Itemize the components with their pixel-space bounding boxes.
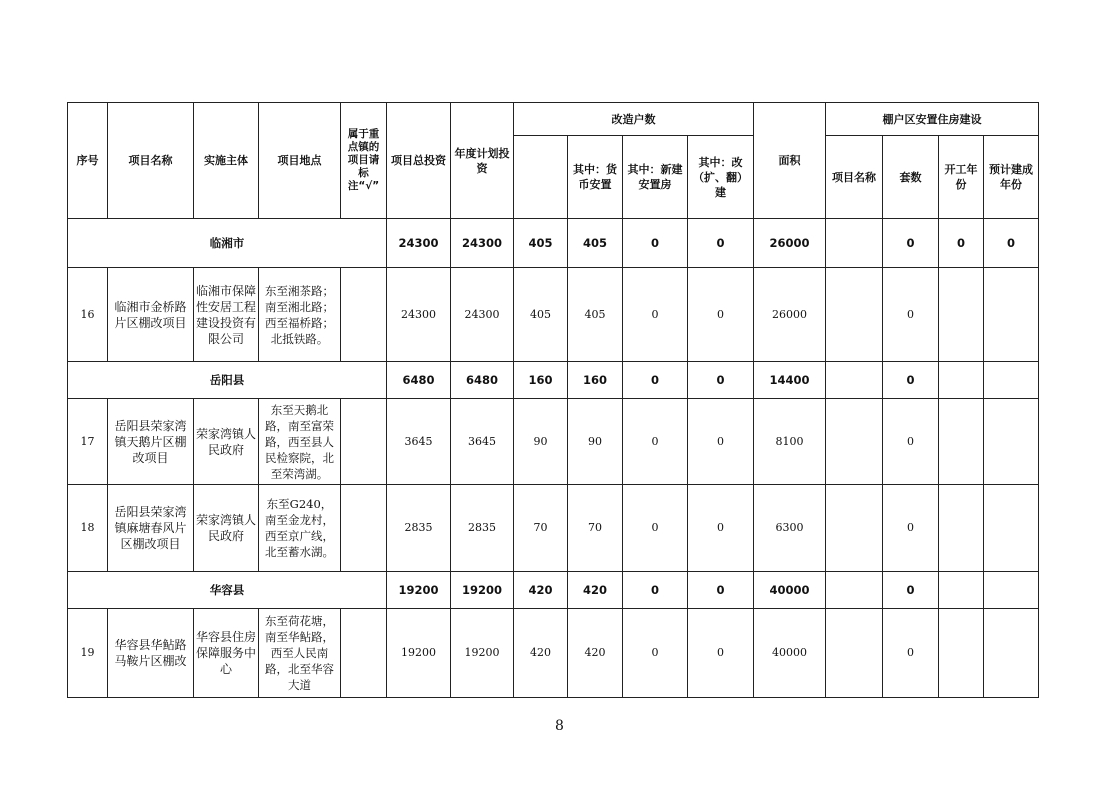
page-number: 8	[555, 718, 564, 734]
cell-resettle-start: 0	[939, 219, 984, 268]
cell-resettle-name	[826, 219, 883, 268]
cell-households: 405	[514, 268, 568, 362]
cell-resettle-start	[939, 572, 984, 609]
header-households: 改造户数	[514, 103, 754, 136]
header-row-1	[68, 103, 1039, 136]
cell-total-investment: 19200	[387, 572, 451, 609]
cell-total-investment: 24300	[387, 219, 451, 268]
cell-annual-investment: 6480	[451, 362, 514, 399]
cell-key-town	[341, 399, 387, 485]
cell-resettle-start	[939, 362, 984, 399]
cell-key-town	[341, 609, 387, 698]
cell-entity: 临湘市保障性安居工程建设投资有限公司	[194, 268, 259, 362]
subtotal-label: 华容县	[68, 572, 387, 609]
cell-seq: 16	[68, 268, 108, 362]
header-renovate: 其中：改（扩、翻）建	[688, 136, 754, 219]
cell-renovate: 0	[688, 609, 754, 698]
header-entity: 实施主体	[194, 103, 259, 219]
cell-resettle-start	[939, 268, 984, 362]
cell-key-town	[341, 268, 387, 362]
header-new-housing: 其中：新建安置房	[623, 136, 688, 219]
cell-renovate: 0	[688, 219, 754, 268]
cell-resettle-sets: 0	[883, 362, 939, 399]
cell-resettle-sets: 0	[883, 572, 939, 609]
header-location: 项目地点	[259, 103, 341, 219]
header-monetary: 其中：货币安置	[568, 136, 623, 219]
cell-area: 40000	[754, 572, 826, 609]
cell-new-housing: 0	[623, 399, 688, 485]
cell-resettle-finish	[984, 485, 1039, 572]
table-body	[68, 103, 1039, 698]
cell-project-name: 岳阳县荣家湾镇天鹅片区棚改项目	[108, 399, 194, 485]
subtotal-label: 岳阳县	[68, 362, 387, 399]
cell-total-investment: 19200	[387, 609, 451, 698]
cell-total-investment: 2835	[387, 485, 451, 572]
cell-annual-investment: 24300	[451, 219, 514, 268]
cell-resettle-sets: 0	[883, 485, 939, 572]
cell-annual-investment: 19200	[451, 609, 514, 698]
cell-resettle-name	[826, 399, 883, 485]
cell-area: 14400	[754, 362, 826, 399]
cell-renovate: 0	[688, 362, 754, 399]
cell-key-town	[341, 485, 387, 572]
cell-resettle-finish: 0	[984, 219, 1039, 268]
cell-project-name: 华容县华鲇路马鞍片区棚改	[108, 609, 194, 698]
header-project-name: 项目名称	[108, 103, 194, 219]
cell-renovate: 0	[688, 399, 754, 485]
cell-renovate: 0	[688, 268, 754, 362]
cell-location: 东至荷花塘，南至华鲇路，西至人民南路，北至华容大道	[259, 609, 341, 698]
subtotal-row	[68, 362, 1039, 399]
cell-annual-investment: 2835	[451, 485, 514, 572]
cell-resettle-name	[826, 362, 883, 399]
cell-monetary: 420	[568, 572, 623, 609]
cell-location: 东至湘茶路；南至湘北路；西至福桥路；北抵铁路。	[259, 268, 341, 362]
cell-households: 420	[514, 609, 568, 698]
cell-entity: 荣家湾镇人民政府	[194, 399, 259, 485]
cell-seq: 19	[68, 609, 108, 698]
cell-total-investment: 24300	[387, 268, 451, 362]
table-row	[68, 399, 1039, 485]
cell-resettle-name	[826, 572, 883, 609]
header-seq: 序号	[68, 103, 108, 219]
header-resettle-name: 项目名称	[826, 136, 883, 219]
cell-monetary: 420	[568, 609, 623, 698]
cell-resettle-start	[939, 609, 984, 698]
cell-area: 26000	[754, 219, 826, 268]
header-annual-investment: 年度计划投资	[451, 103, 514, 219]
cell-entity: 荣家湾镇人民政府	[194, 485, 259, 572]
cell-resettle-finish	[984, 572, 1039, 609]
cell-resettle-finish	[984, 399, 1039, 485]
cell-project-name: 临湘市金桥路片区棚改项目	[108, 268, 194, 362]
cell-new-housing: 0	[623, 362, 688, 399]
cell-resettle-start	[939, 485, 984, 572]
cell-resettle-finish	[984, 362, 1039, 399]
header-key-town: 属于重点镇的项目请标注“√”	[341, 103, 387, 219]
cell-seq: 18	[68, 485, 108, 572]
table-row	[68, 268, 1039, 362]
cell-households: 90	[514, 399, 568, 485]
cell-annual-investment: 19200	[451, 572, 514, 609]
cell-resettle-name	[826, 485, 883, 572]
table-row	[68, 485, 1039, 572]
header-resettle-start: 开工年份	[939, 136, 984, 219]
cell-resettle-finish	[984, 609, 1039, 698]
cell-resettle-start	[939, 399, 984, 485]
cell-area: 8100	[754, 399, 826, 485]
cell-renovate: 0	[688, 572, 754, 609]
cell-households: 420	[514, 572, 568, 609]
header-resettle-sets: 套数	[883, 136, 939, 219]
cell-resettle-name	[826, 609, 883, 698]
cell-monetary: 405	[568, 219, 623, 268]
cell-annual-investment: 24300	[451, 268, 514, 362]
cell-new-housing: 0	[623, 219, 688, 268]
cell-households: 70	[514, 485, 568, 572]
cell-new-housing: 0	[623, 268, 688, 362]
header-resettlement: 棚户区安置住房建设	[826, 103, 1039, 136]
cell-households: 160	[514, 362, 568, 399]
housing-project-table	[67, 102, 1039, 698]
header-total-investment: 项目总投资	[387, 103, 451, 219]
subtotal-row	[68, 219, 1039, 268]
cell-new-housing: 0	[623, 572, 688, 609]
cell-monetary: 405	[568, 268, 623, 362]
cell-total-investment: 3645	[387, 399, 451, 485]
header-households-total	[514, 136, 568, 219]
cell-total-investment: 6480	[387, 362, 451, 399]
cell-resettle-sets: 0	[883, 268, 939, 362]
cell-area: 6300	[754, 485, 826, 572]
cell-resettle-finish	[984, 268, 1039, 362]
cell-resettle-sets: 0	[883, 609, 939, 698]
cell-project-name: 岳阳县荣家湾镇麻塘春风片区棚改项目	[108, 485, 194, 572]
cell-location: 东至天鹅北路，南至富荣路，西至县人民检察院，北至荣湾湖。	[259, 399, 341, 485]
cell-location: 东至G240，南至金龙村，西至京广线，北至蓄水湖。	[259, 485, 341, 572]
subtotal-row	[68, 572, 1039, 609]
header-area: 面积	[754, 103, 826, 219]
cell-monetary: 90	[568, 399, 623, 485]
cell-resettle-sets: 0	[883, 219, 939, 268]
cell-new-housing: 0	[623, 609, 688, 698]
cell-seq: 17	[68, 399, 108, 485]
cell-monetary: 160	[568, 362, 623, 399]
cell-new-housing: 0	[623, 485, 688, 572]
cell-annual-investment: 3645	[451, 399, 514, 485]
cell-resettle-name	[826, 268, 883, 362]
cell-monetary: 70	[568, 485, 623, 572]
cell-entity: 华容县住房保障服务中心	[194, 609, 259, 698]
header-resettle-finish: 预计建成年份	[984, 136, 1039, 219]
cell-area: 40000	[754, 609, 826, 698]
table-row	[68, 609, 1039, 698]
cell-households: 405	[514, 219, 568, 268]
cell-area: 26000	[754, 268, 826, 362]
cell-renovate: 0	[688, 485, 754, 572]
subtotal-label: 临湘市	[68, 219, 387, 268]
cell-resettle-sets: 0	[883, 399, 939, 485]
